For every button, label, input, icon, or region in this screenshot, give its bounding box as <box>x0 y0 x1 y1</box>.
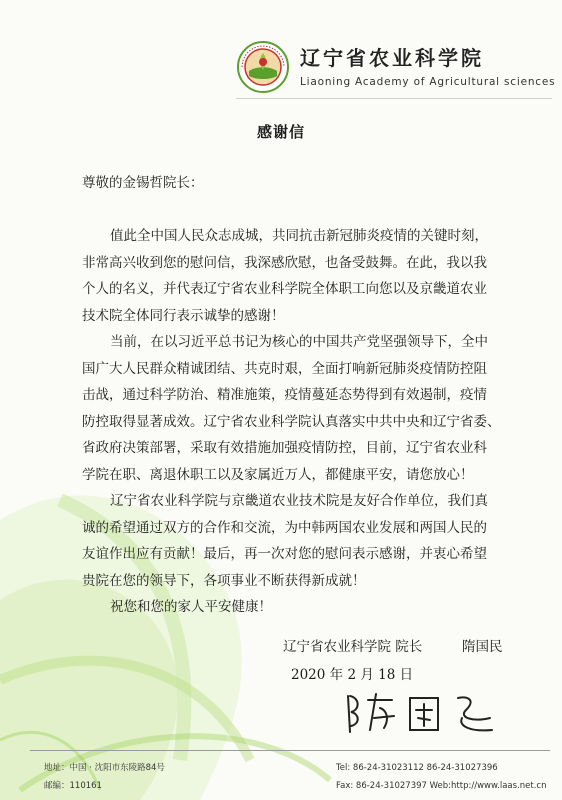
paragraph-line: 非常高兴收到您的慰问信，我深感欣慰，也备受鼓舞。在此，我以我 <box>82 254 487 271</box>
signature-name: 隋国民 <box>462 639 503 655</box>
paragraph-line: 诚的希望通过双方的合作和交流，为中韩两国农业发展和两国人民的 <box>82 519 487 536</box>
letterhead-divider <box>236 98 552 99</box>
footer-divider <box>30 750 550 751</box>
paragraph-line: 击战，通过科学防治、精准施策，疫情蔓延态势得到有效遏制，疫情 <box>82 387 487 403</box>
footer-tel: Tel: 86-24-31023112 86-24-31027396 <box>336 763 498 773</box>
letter-title: 感谢信 <box>256 123 305 141</box>
academy-seal-icon <box>236 40 290 94</box>
paragraph-line: 友谊作出应有贡献！最后，再一次对您的慰问表示感谢，并衷心希望 <box>82 546 487 562</box>
paragraph-line: 防控取得显著成效。辽宁省农业科学院认真落实中共中央和辽宁省委、 <box>82 413 501 430</box>
org-name-cn: 辽宁省农业科学院 <box>300 46 484 70</box>
org-name-en: Liaoning Academy of Agricultural sciences <box>300 76 556 88</box>
footer-fax-web: Fax: 86-24-31027397 Web:http://www.laas.net.cn <box>336 781 547 791</box>
footer-address: 地址：中国 · 沈阳市东陵路84号 <box>44 763 165 773</box>
paragraph-2 <box>82 329 501 488</box>
letter-date: 2020 年 2 月 18 日 <box>291 667 414 683</box>
paragraph-line: 当前，在以习近平总书记为核心的中国共产党坚强领导下，全中 <box>110 334 488 350</box>
handwritten-signature <box>340 688 500 738</box>
letterhead <box>0 30 562 100</box>
paragraph-line: 贵院在您的领导下，各项事业不断获得新成就！ <box>82 572 366 589</box>
paragraph-line: 国广大人民群众精诚团结、共克时艰，全面打响新冠肺炎疫情防控阻 <box>82 360 487 377</box>
salutation: 尊敬的金锡哲院长： <box>82 175 204 191</box>
paragraph-line: 学院在职、离退休职工以及家属近万人，都健康平安，请您放心！ <box>82 466 474 483</box>
paragraph-line: 辽宁省农业科学院与京畿道农业技术院是友好合作单位，我们真 <box>110 493 488 509</box>
paragraph-line: 值此全中国人民众志成城，共同抗击新冠肺炎疫情的关键时刻， <box>110 228 488 244</box>
paragraph-3 <box>82 488 488 594</box>
paragraph-line: 祝您和您的家人平安健康！ <box>110 599 272 615</box>
footer-postcode: 邮编：110161 <box>44 781 102 791</box>
signature-org-title: 辽宁省农业科学院 院长 <box>283 639 423 655</box>
paragraph-4 <box>82 594 482 621</box>
paragraph-line: 省政府决策部署，采取有效措施加强疫情防控，目前，辽宁省农业科 <box>82 440 487 456</box>
paragraph-line: 个人的名义，并代表辽宁省农业科学院全体职工向您以及京畿道农业 <box>82 281 487 297</box>
paragraph-line: 技术院全体同行表示诚挚的感谢！ <box>82 307 285 324</box>
paragraph-1 <box>82 223 488 329</box>
